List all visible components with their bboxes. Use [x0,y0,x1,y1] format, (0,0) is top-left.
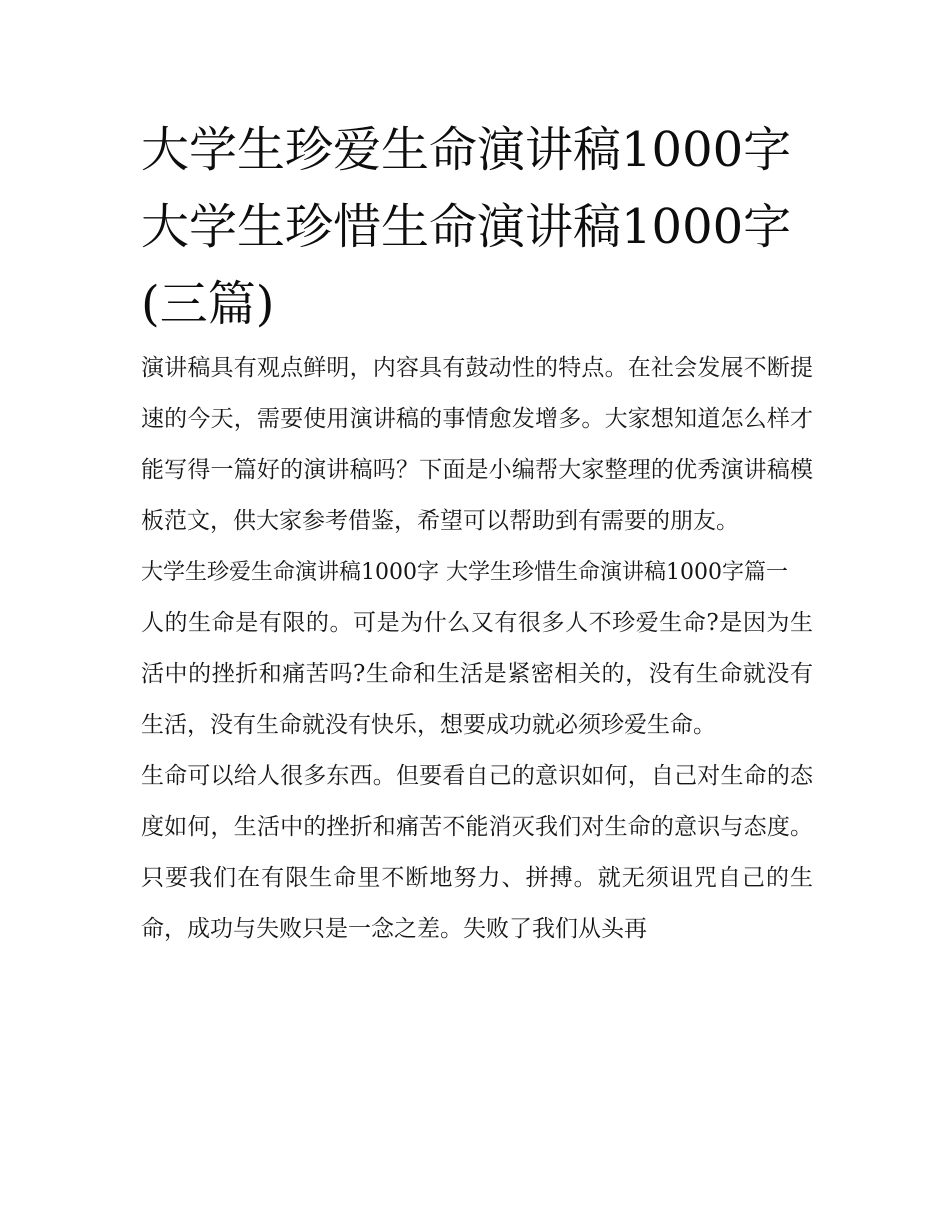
body-paragraph-2: 生命可以给人很多东西。但要看自己的意识如何，自己对生命的态度如何，生活中的挫折和痛苦不能消灭我们对生命的意识与态度。只要我们在有限生命里不断地努力、拼搏。就无须诅咒自己的生命，成功与失败只是一念之差。失败了我们从头再 [141,763,813,942]
document-title: 大学生珍爱生命演讲稿1000字大学生珍惜生命演讲稿1000字(三篇) [141,122,792,332]
intro-paragraph: 演讲稿具有观点鲜明，内容具有鼓动性的特点。在社会发展不断提速的今天，需要使用演讲稿的事情愈发增多。大家想知道怎么样才能写得一篇好的演讲稿吗？下面是小编帮大家整理的优秀演讲稿模板范文，供大家参考借鉴，希望可以帮助到有需要的朋友。 [141,355,813,534]
section-heading: 大学生珍爱生命演讲稿1000字 大学生珍惜生命演讲稿1000字篇一 [141,560,788,585]
document-body [141,112,813,955]
body-paragraph-1: 人的生命是有限的。可是为什么又有很多人不珍爱生命?是因为生活中的挫折和痛苦吗?生命和生活是紧密相关的，没有生命就没有生活，没有生命就没有快乐，想要成功就必须珍爱生命。 [141,610,813,738]
